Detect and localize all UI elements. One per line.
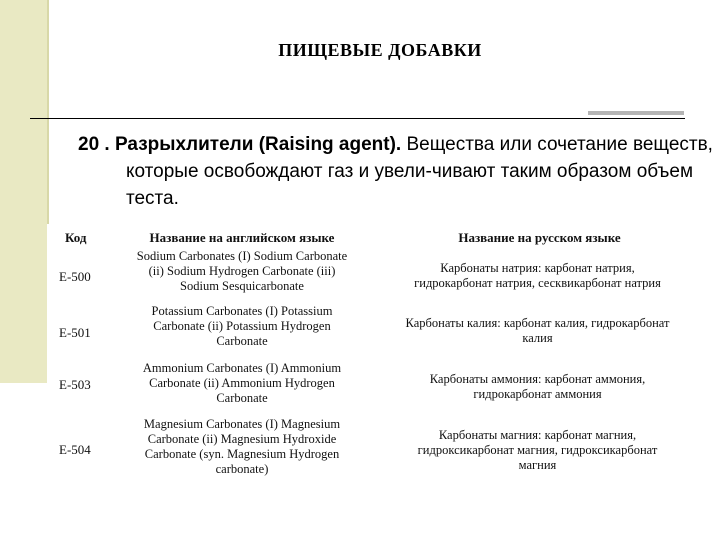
header-russian: Название на русском языке bbox=[458, 230, 621, 245]
row-english-name: Sodium Carbonates (I) Sodium Carbonate (ii) Sodium Hydrogen Carbonate (iii) Sodium Sesquicarbonate bbox=[136, 249, 348, 293]
left-decorative-band bbox=[0, 0, 47, 383]
row-english-name: Ammonium Carbonates (I) Ammonium Carbonate (ii) Ammonium Hydrogen Carbonate bbox=[142, 361, 342, 405]
row-code: Е-503 bbox=[59, 377, 91, 392]
row-russian-name: Карбонаты калия: карбонат калия, гидрокарбонат калия bbox=[405, 316, 670, 345]
header-english: Название на английском языке bbox=[149, 230, 335, 245]
row-russian-name: Карбонаты аммония: карбонат аммония, гидрокарбонат аммония bbox=[429, 372, 646, 401]
additives-table bbox=[47, 224, 704, 500]
row-code: Е-501 bbox=[59, 325, 91, 340]
row-english-name: Magnesium Carbonates (I) Magnesium Carbonate (ii) Magnesium Hydroxide Carbonate (syn. Magnesium Hydrogen carbonate) bbox=[143, 417, 341, 476]
title-accent-bar bbox=[588, 111, 684, 115]
intro-term: Разрыхлители (Raising agent). bbox=[114, 134, 402, 155]
intro-text: Вещества или сочетание веществ, которые освобождают газ и увели-чивают таким образом объем теста. bbox=[126, 134, 713, 209]
row-english-name: Potassium Carbonates (I) Potassium Carbonate (ii) Potassium Hydrogen Carbonate bbox=[151, 304, 333, 348]
intro-paragraph bbox=[78, 131, 720, 212]
row-code: Е-504 bbox=[59, 442, 91, 457]
intro-number: 20 . bbox=[78, 134, 110, 155]
title-divider bbox=[30, 118, 685, 119]
row-code: Е-500 bbox=[59, 269, 91, 284]
row-russian-name: Карбонаты натрия: карбонат натрия, гидрокарбонат натрия, сесквикарбонат натрия bbox=[414, 261, 661, 290]
header-code: Код bbox=[65, 230, 87, 245]
slide-title: ПИЩЕВЫЕ ДОБАВКИ bbox=[278, 40, 482, 60]
row-russian-name: Карбонаты магния: карбонат магния, гидроксикарбонат магния, гидроксикарбонат магния bbox=[417, 428, 658, 472]
